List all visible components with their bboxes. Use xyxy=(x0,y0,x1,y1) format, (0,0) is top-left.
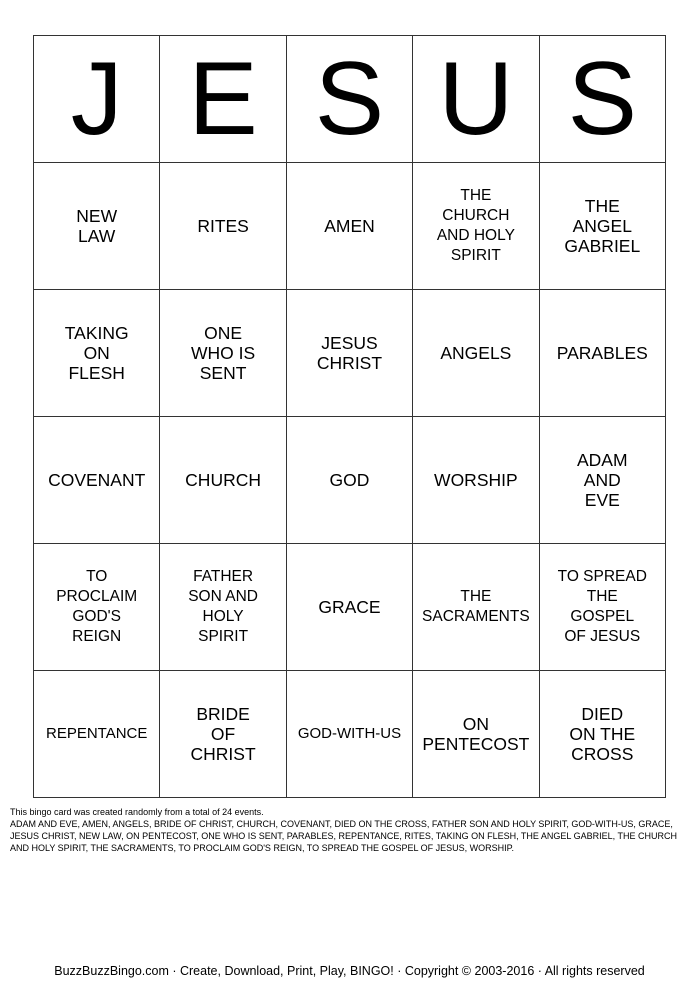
square-label: ADAM AND EVE xyxy=(577,450,628,510)
bingo-square xyxy=(539,544,665,671)
bingo-square xyxy=(160,163,286,290)
bingo-square xyxy=(286,417,412,544)
bingo-square xyxy=(286,544,412,671)
card-row-2 xyxy=(34,290,666,417)
square-label: ON PENTECOST xyxy=(422,714,530,754)
bingo-square xyxy=(539,163,665,290)
card-footnote xyxy=(10,806,694,854)
header-letter-s2: S xyxy=(539,36,665,163)
square-label: CHURCH xyxy=(185,470,261,490)
bingo-square xyxy=(286,163,412,290)
square-label: THE SACRAMENTS xyxy=(422,588,530,625)
card-row-3 xyxy=(34,417,666,544)
square-label: GOD xyxy=(329,470,370,490)
square-label: THE ANGEL GABRIEL xyxy=(564,196,641,256)
bingo-square xyxy=(160,417,286,544)
card-row-4 xyxy=(34,544,666,671)
bingo-square xyxy=(286,290,412,417)
header-letter-s: S xyxy=(286,36,412,163)
card-row-5 xyxy=(34,671,666,798)
square-label: JESUS CHRIST xyxy=(316,333,383,373)
bingo-square xyxy=(34,417,160,544)
bingo-square xyxy=(539,290,665,417)
bingo-square xyxy=(160,290,286,417)
square-label: THE CHURCH AND HOLY SPIRIT xyxy=(436,187,515,264)
site-footer: BuzzBuzzBingo.com · Create, Download, Print, Play, BINGO! · Copyright © 2003-2016 · All rights reserved xyxy=(54,964,645,978)
square-label: TO SPREAD THE GOSPEL OF JESUS xyxy=(557,568,647,645)
bingo-square xyxy=(413,417,539,544)
square-label: TO PROCLAIM GOD'S REIGN xyxy=(56,568,138,645)
bingo-square xyxy=(160,544,286,671)
bingo-square xyxy=(160,671,286,798)
card-row-1 xyxy=(34,163,666,290)
footnote-event-list: ADAM AND EVE, AMEN, ANGELS, BRIDE OF CHRIST, CHURCH, COVENANT, DIED ON THE CROSS, FATHER SON AND HOLY SPIRIT, GOD-WITH-US, GRACE, JESUS CHRIST, NEW LAW, ON PENTECOST, ONE WHO IS SENT, PARABLES, REPENTANCE, RITES, TAKING ON FLESH, THE ANGEL GABRIEL, THE CHURCH AND HOLY SPIRIT, THE SACRAMENTS, TO PROCLAIM GOD'S REIGN, TO SPREAD THE GOSPEL OF JESUS, WORSHIP. xyxy=(10,819,677,853)
bingo-card xyxy=(33,35,666,798)
square-label: TAKING ON FLESH xyxy=(64,323,129,383)
square-label: REPENTANCE xyxy=(45,725,148,742)
bingo-square xyxy=(413,290,539,417)
header-letter-u: U xyxy=(413,36,539,163)
bingo-square xyxy=(34,163,160,290)
bingo-square xyxy=(34,544,160,671)
header-letter-e: E xyxy=(160,36,286,163)
header-row xyxy=(34,36,666,163)
square-label: PARABLES xyxy=(556,343,648,363)
bingo-square xyxy=(34,290,160,417)
square-label: AMEN xyxy=(324,216,375,236)
header-letter-j: J xyxy=(34,36,160,163)
square-label: BRIDE OF CHRIST xyxy=(190,704,256,764)
square-label: ONE WHO IS SENT xyxy=(191,323,256,383)
square-label: NEW LAW xyxy=(76,206,118,246)
bingo-square xyxy=(34,671,160,798)
bingo-square xyxy=(286,671,412,798)
bingo-square xyxy=(539,671,665,798)
square-label: DIED ON THE CROSS xyxy=(569,704,636,764)
bingo-square xyxy=(413,544,539,671)
bingo-square xyxy=(413,671,539,798)
square-label: WORSHIP xyxy=(434,470,518,490)
bingo-square xyxy=(413,163,539,290)
footnote-intro: This bingo card was created randomly from a total of 24 events. xyxy=(10,807,264,817)
square-label: FATHER SON AND HOLY SPIRIT xyxy=(188,568,258,645)
square-label: ANGELS xyxy=(440,343,512,363)
bingo-square xyxy=(539,417,665,544)
square-label: GRACE xyxy=(318,597,381,617)
square-label: GOD-WITH-US xyxy=(297,725,402,742)
square-label: COVENANT xyxy=(48,470,146,490)
square-label: RITES xyxy=(197,216,249,236)
